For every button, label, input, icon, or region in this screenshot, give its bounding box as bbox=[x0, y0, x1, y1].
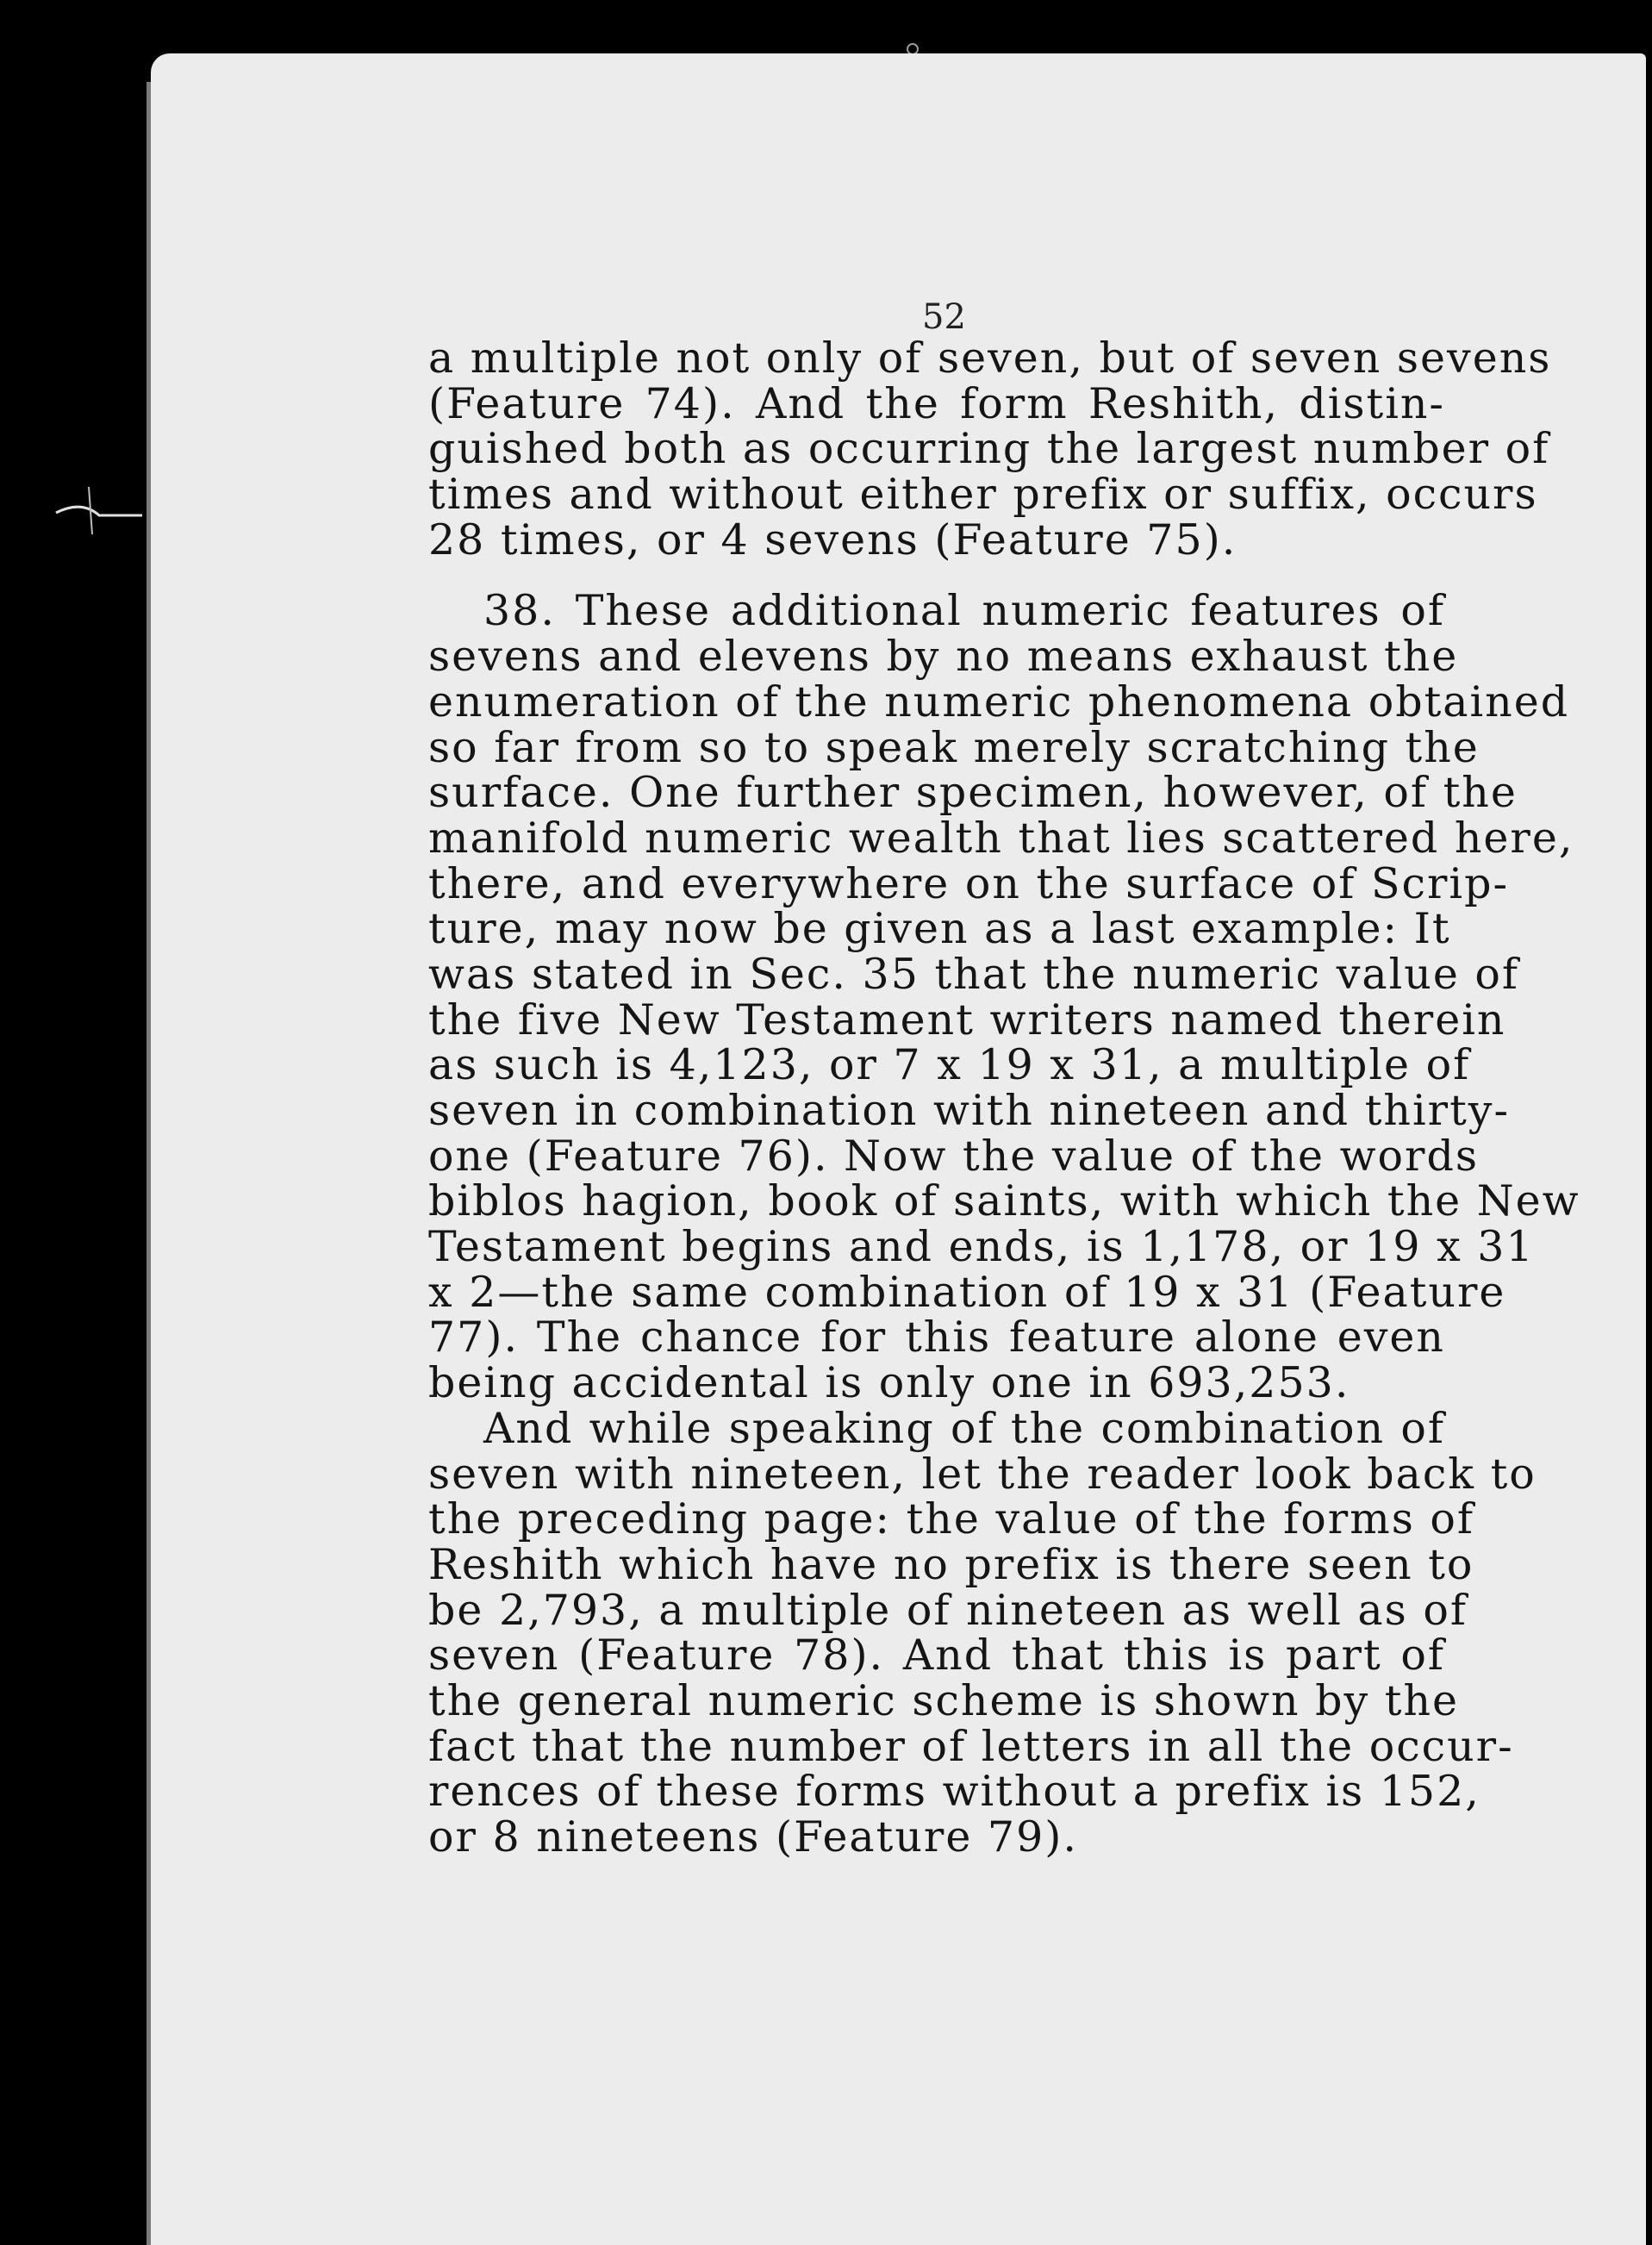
text-line: And while speaking of the combination of bbox=[483, 1403, 1445, 1453]
text-line: fact that the number of letters in all the occur- bbox=[428, 1721, 1514, 1771]
text-line: so far from so to speak merely scratching the bbox=[428, 722, 1480, 772]
text-line: a multiple not only of seven, but of seven sevens bbox=[428, 334, 1552, 383]
body-text bbox=[428, 334, 1580, 1861]
text-line: 38. These additional numeric features of bbox=[483, 586, 1445, 636]
text-line: be 2,793, a multiple of nineteen as well as of bbox=[428, 1585, 1468, 1635]
text-line: enumeration of the numeric phenomena obtained bbox=[428, 677, 1570, 727]
text-line: rences of these forms without a prefix is 152, bbox=[428, 1767, 1481, 1817]
text-line: 28 times, or 4 sevens (Feature 75). bbox=[428, 514, 1237, 564]
text-line: times and without either prefix or suffix, occurs bbox=[428, 470, 1538, 520]
text-line: being accidental is only one in 693,253. bbox=[428, 1358, 1350, 1408]
text-line: seven in combination with nineteen and thirty- bbox=[428, 1086, 1511, 1135]
text-line: surface. One further specimen, however, of the bbox=[428, 768, 1518, 818]
text-line: one (Feature 76). Now the value of the words bbox=[428, 1131, 1479, 1181]
text-line: sevens and elevens by no means exhaust the bbox=[428, 632, 1459, 682]
text-line: x 2—the same combination of 19 x 31 (Feature bbox=[428, 1267, 1506, 1317]
text-line: seven (Feature 78). And that this is part of bbox=[428, 1631, 1445, 1681]
text-line: there, and everywhere on the surface of Scrip- bbox=[428, 858, 1510, 908]
text-line: ture, may now be given as a last example: It bbox=[428, 904, 1451, 954]
text-line: Reshith which have no prefix is there seen to bbox=[428, 1539, 1474, 1589]
text-line: 77). The chance for this feature alone even bbox=[428, 1313, 1445, 1363]
text-line: the preceding page: the value of the forms of bbox=[428, 1494, 1475, 1544]
text-line: (Feature 74). And the form Reshith, distin- bbox=[428, 378, 1445, 428]
text-line: the five New Testament writers named therein bbox=[428, 995, 1506, 1045]
text-line: seven with nineteen, let the reader look back to bbox=[428, 1449, 1537, 1499]
text-line: was stated in Sec. 35 that the numeric value of bbox=[428, 949, 1520, 999]
page-number: 52 bbox=[922, 297, 966, 337]
text-line: or 8 nineteens (Feature 79). bbox=[428, 1812, 1078, 1861]
text-line: guished both as occurring the largest number of bbox=[428, 424, 1550, 474]
margin-pencil-mark bbox=[47, 483, 151, 543]
text-line: the general numeric scheme is shown by the bbox=[428, 1675, 1460, 1725]
text-line: Testament begins and ends, is 1,178, or 19 x 31 bbox=[428, 1222, 1535, 1272]
text-line: as such is 4,123, or 7 x 19 x 31, a multiple of bbox=[428, 1040, 1471, 1090]
text-line: biblos hagion, book of saints, with which the New bbox=[428, 1176, 1580, 1226]
text-line: manifold numeric wealth that lies scattered here, bbox=[428, 813, 1574, 863]
